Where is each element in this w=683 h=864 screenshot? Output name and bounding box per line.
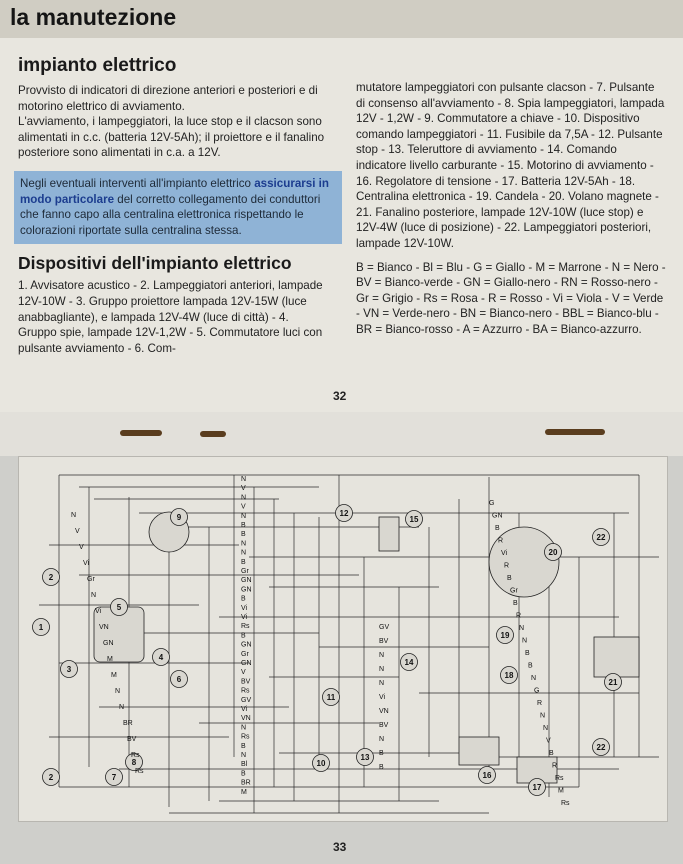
wire-label-left-0: N <box>71 512 77 519</box>
wire-label-top-6: B <box>241 531 246 539</box>
component-2-label-1: 2 <box>48 773 54 782</box>
wire-label-right-15: G <box>534 687 540 695</box>
wire-label-top-22: BV <box>241 678 251 686</box>
wire-label-top-27: N <box>241 724 247 732</box>
wire-label-right-14: N <box>531 675 537 682</box>
wire-label-mid-4: N <box>379 680 385 687</box>
component-1-label: 1 <box>38 623 44 632</box>
wire-label-top-34: M <box>241 788 247 796</box>
wiring-diagram <box>18 456 668 822</box>
warning-note-text <box>20 176 334 238</box>
wire-label-left-7: VN <box>99 624 109 631</box>
wire-label-right-19: V <box>546 737 551 745</box>
component-13-label: 13 <box>360 753 370 762</box>
wire-label-top-25: Vi <box>241 706 248 713</box>
component-17-label: 17 <box>532 783 542 792</box>
wire-label-mid-5: Vi <box>379 694 386 701</box>
wire-label-mid-7: BV <box>379 722 389 729</box>
wire-label-left-8: GN <box>103 640 114 647</box>
wire-label-top-0: N <box>241 476 247 483</box>
right-column <box>356 80 666 338</box>
wire-label-top-26: VN <box>241 715 251 723</box>
wire-label-left-11: N <box>115 688 121 695</box>
wire-label-right-7: Gr <box>510 587 518 595</box>
wire-label-mid-9: B <box>379 750 384 757</box>
wire-label-left-12: N <box>119 704 125 711</box>
wire-label-mid-1: BV <box>379 638 389 645</box>
wire-label-right-21: R <box>552 762 558 770</box>
wire-label-right-12: B <box>525 650 530 657</box>
page-number-bottom: 33 <box>333 840 347 854</box>
devices-list-left: 1. Avvisatore acustico - 2. Lampeggiatori anteriori, lampade 12V-10W - 3. Gruppo proiettore lampada 12V-15W (luce anabbagliante), e lampada 12V-4W (luce di città) - 4. Gruppo spie, lampade 12V-1,2W - 5. Commutatore luci con pulsante avviamento - 6. Com- <box>18 279 323 355</box>
component-8-label: 8 <box>131 758 137 767</box>
wire-label-top-16: Rs <box>241 623 250 631</box>
wire-label-left-2: V <box>79 544 84 551</box>
regulator-body <box>459 737 499 765</box>
wire-label-right-2: B <box>495 525 500 532</box>
wire-label-top-17: B <box>241 632 246 640</box>
wire-label-right-13: B <box>528 662 533 670</box>
wire-label-left-4: Gr <box>87 576 95 583</box>
component-4-label: 4 <box>158 653 164 662</box>
wire-label-left-6: Vi <box>95 608 102 615</box>
component-10-label: 10 <box>316 759 326 768</box>
wire-label-top-15: Vi <box>241 614 248 621</box>
wire-label-right-3: R <box>498 537 504 545</box>
wire-label-mid-10: B <box>379 764 384 771</box>
wire-label-top-9: B <box>241 558 246 566</box>
component-15-label: 15 <box>409 515 419 524</box>
tail-light-body <box>594 637 639 677</box>
component-9-label: 9 <box>176 513 182 522</box>
color-legend: B = Bianco - Bl = Blu - G = Giallo - M = Marrone - N = Nero - BV = Bianco-verde - GN = Giallo-nero - RN = Rosso-nero - Gr = Grigio - Rs = Rosa - R = Rosso - Vi = Viola - V = Verde - VN = Verde-nero - BN = Bianco-nero - BBL = Bianco-blu - BR = Bianco-rosso - A = Azzurro - BA = Bianco-azzurro. <box>356 260 666 336</box>
wire-label-right-23: M <box>558 787 564 795</box>
staple-left <box>120 430 162 436</box>
component-16-label: 16 <box>482 771 492 780</box>
note-before: Negli eventuali interventi all'impianto elettrico <box>20 176 255 190</box>
component-5-label: 5 <box>116 603 122 612</box>
wire-label-mid-8: N <box>379 736 385 743</box>
wire-label-top-28: Rs <box>241 733 250 741</box>
wire-label-top-21: V <box>241 669 246 677</box>
starter-motor-body <box>379 517 399 551</box>
wire-label-left-13: BR <box>123 720 133 727</box>
wire-label-left-3: Vi <box>83 560 90 567</box>
page-number-top: 32 <box>333 389 347 403</box>
wire-label-right-20: B <box>549 750 554 757</box>
wire-label-top-7: N <box>241 540 247 548</box>
wire-label-top-10: Gr <box>241 568 249 575</box>
component-14-label: 14 <box>404 658 414 667</box>
wire-label-top-1: V <box>241 485 246 493</box>
heading-devices: Dispositivi dell'impianto elettrico <box>18 253 292 274</box>
wire-label-left-14: BV <box>127 736 137 743</box>
wire-label-top-32: B <box>241 770 246 778</box>
wire-label-top-30: N <box>241 752 247 759</box>
wire-label-right-17: N <box>540 712 546 720</box>
wire-label-right-1: GN <box>492 512 503 520</box>
component-21-label: 21 <box>608 678 618 687</box>
component-2-label: 2 <box>48 573 54 582</box>
wire-label-top-24: GV <box>241 696 252 704</box>
wire-label-top-19: Gr <box>241 650 249 658</box>
wire-label-left-9: M <box>107 656 113 663</box>
left-column <box>18 55 330 356</box>
wire-label-mid-6: VN <box>379 708 389 715</box>
wire-label-top-23: Rs <box>241 687 250 695</box>
section-title: la manutezione <box>10 4 177 30</box>
wire-label-right-22: Rs <box>555 775 564 782</box>
heading-electrical: impianto elettrico <box>18 55 177 76</box>
wire-label-right-5: R <box>504 562 510 570</box>
component-19-label: 19 <box>500 631 510 640</box>
intro-paragraph-1: Provvisto di indicatori di direzione anteriori e posteriori e di motorino elettrico di avviamento. <box>18 84 318 113</box>
wire-label-right-9: R <box>516 612 522 620</box>
wire-label-top-5: B <box>241 522 246 529</box>
component-20-label: 20 <box>548 548 558 557</box>
wire-label-mid-3: N <box>379 666 385 673</box>
wire-label-top-29: B <box>241 742 246 750</box>
note-after: del corretto collegamento dei conduttori che fanno capo alla centralina elettronica rispettando le colorazioni riportate sulla centralina stessa. <box>20 192 321 237</box>
component-22-label: 22 <box>596 533 606 542</box>
page-fold <box>0 412 683 456</box>
wire-label-top-3: V <box>241 503 246 511</box>
wire-label-left-15: Rs <box>131 752 140 759</box>
wire-label-left-16: Rs <box>135 768 144 775</box>
wire-label-right-16: R <box>537 700 543 707</box>
staple-right <box>545 429 605 435</box>
page-33 <box>0 456 683 864</box>
section-header-band <box>0 0 683 38</box>
component-22-label-1: 22 <box>596 743 606 752</box>
wire-label-right-8: B <box>513 600 518 607</box>
page-32 <box>0 0 683 412</box>
wire-label-top-8: N <box>241 549 247 557</box>
component-3-label: 3 <box>66 665 72 674</box>
component-11-label: 11 <box>326 693 336 702</box>
wire-label-top-33: BR <box>241 779 251 787</box>
component-12-label: 12 <box>339 509 349 518</box>
wire-label-left-10: M <box>111 672 117 679</box>
wire-label-top-12: GN <box>241 586 252 594</box>
wire-label-right-4: Vi <box>501 550 508 557</box>
wire-label-right-24: Rs <box>561 800 570 807</box>
intro-paragraph-2: L'avviamento, i lampeggiatori, la luce stop e il clacson sono alimentati in c.c. (batteria 12V-5Ah); il proiettore e il fanalino posteriore sono alimentati in c.a. a 12V. <box>18 115 325 160</box>
wire-label-left-1: V <box>75 528 80 535</box>
note-emphasis: assicurarsi in modo particolare <box>20 176 329 206</box>
staple-mid <box>200 431 226 437</box>
wire-label-top-18: GN <box>241 641 252 649</box>
wire-label-left-5: N <box>91 592 97 599</box>
wire-label-top-14: Vi <box>241 604 248 612</box>
intro-text <box>18 83 330 161</box>
component-7-label: 7 <box>111 773 117 782</box>
wire-label-right-6: B <box>507 575 512 582</box>
warning-note-box <box>14 171 342 244</box>
component-6-label: 6 <box>176 675 182 684</box>
wiring-diagram-svg <box>19 457 667 821</box>
wire-label-right-10: N <box>519 625 525 632</box>
wire-label-right-0: G <box>489 500 495 507</box>
wire-label-top-4: N <box>241 512 247 520</box>
wire-label-right-18: N <box>543 725 549 732</box>
wire-label-top-11: GN <box>241 577 252 585</box>
wire-label-top-13: B <box>241 595 246 603</box>
wire-label-top-31: Bl <box>241 761 248 769</box>
wire-label-mid-2: N <box>379 652 385 659</box>
wire-label-top-20: GN <box>241 660 252 667</box>
component-18-label: 18 <box>504 671 514 680</box>
wire-label-top-2: N <box>241 494 247 502</box>
wire-label-mid-0: GV <box>379 624 390 631</box>
wire-label-right-11: N <box>522 637 528 645</box>
devices-list-right: mutatore lampeggiatori con pulsante clacson - 7. Pulsante di consenso all'avviamento - 8. Spia lampeggiatori, lampada 12V - 1,2W - 9. Commutatore a chiave - 10. Dispositivo comando lampeggiatori - 11. Fusibile da 7,5A - 12. Pulsante stop - 13. Teleruttore di avviamento - 14. Comando indicatore livello carburante - 15. Motorino di avviamento - 16. Regolatore di tensione - 17. Batteria 12V-5Ah - 18. Centralina elettronica - 19. Candela - 20. Volano magnete - 21. Fanalino posteriore, lampade 12V-10W (luce stop) e 12V-4W (luce di posizione) - 22. Lampeggiatori posteriori, lampade 12V-10W. <box>356 81 665 250</box>
